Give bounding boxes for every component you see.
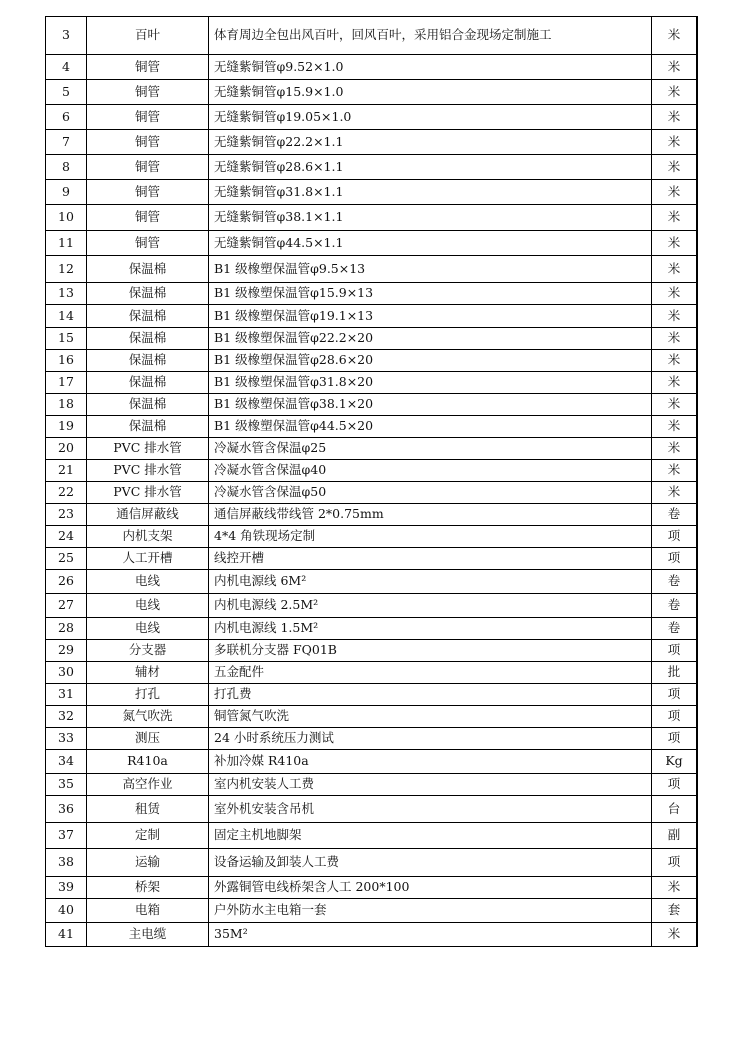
item-description: B1 级橡塑保温管φ19.1×13	[209, 305, 652, 328]
table-row	[46, 460, 698, 482]
item-quantity	[697, 526, 698, 548]
item-quantity	[697, 438, 698, 460]
table-row	[46, 618, 698, 640]
table-row	[46, 482, 698, 504]
item-unit: 项	[652, 526, 697, 548]
item-description: B1 级橡塑保温管φ15.9×13	[209, 283, 652, 305]
item-quantity	[697, 796, 698, 823]
item-name: 电箱	[87, 899, 209, 923]
item-unit: 套	[652, 899, 697, 923]
item-name: 铜管	[87, 155, 209, 180]
item-name: 定制	[87, 823, 209, 849]
item-description: 铜管氮气吹洗	[209, 706, 652, 728]
item-description: 无缝紫铜管φ31.8×1.1	[209, 180, 652, 205]
row-number: 11	[46, 231, 87, 256]
item-description: B1 级橡塑保温管φ28.6×20	[209, 350, 652, 372]
item-description: 固定主机地脚架	[209, 823, 652, 849]
item-unit: 项	[652, 774, 697, 796]
item-unit: 米	[652, 305, 697, 328]
table-row	[46, 728, 698, 750]
item-name: 租赁	[87, 796, 209, 823]
item-description: 室内机安装人工费	[209, 774, 652, 796]
item-unit: 项	[652, 640, 697, 662]
table-row	[46, 180, 698, 205]
item-name: 高空作业	[87, 774, 209, 796]
item-description: 冷凝水管含保温φ50	[209, 482, 652, 504]
item-description: B1 级橡塑保温管φ22.2×20	[209, 328, 652, 350]
item-unit: 米	[652, 460, 697, 482]
item-unit: 项	[652, 728, 697, 750]
item-unit: 批	[652, 662, 697, 684]
item-name: 保温棉	[87, 416, 209, 438]
table-row	[46, 416, 698, 438]
item-name: 保温棉	[87, 256, 209, 283]
item-description: 内机电源线 1.5M²	[209, 618, 652, 640]
table-row	[46, 438, 698, 460]
row-number: 26	[46, 570, 87, 594]
item-description: B1 级橡塑保温管φ38.1×20	[209, 394, 652, 416]
item-description: 多联机分支器 FQ01B	[209, 640, 652, 662]
item-description: 外露铜管电线桥架含人工 200*100	[209, 877, 652, 899]
row-number: 28	[46, 618, 87, 640]
table-row	[46, 155, 698, 180]
table-row	[46, 684, 698, 706]
row-number: 23	[46, 504, 87, 526]
row-number: 36	[46, 796, 87, 823]
table-row	[46, 105, 698, 130]
row-number: 7	[46, 130, 87, 155]
item-description: 冷凝水管含保温φ40	[209, 460, 652, 482]
item-name: 测压	[87, 728, 209, 750]
item-name: 运输	[87, 849, 209, 877]
row-number: 3	[46, 17, 87, 55]
item-description: 补加冷媒 R410a	[209, 750, 652, 774]
item-quantity	[697, 640, 698, 662]
table-body	[46, 17, 698, 947]
item-description: B1 级橡塑保温管φ9.5×13	[209, 256, 652, 283]
table-row	[46, 570, 698, 594]
row-number: 22	[46, 482, 87, 504]
item-name: PVC 排水管	[87, 438, 209, 460]
item-description: 24 小时系统压力测试	[209, 728, 652, 750]
item-description: 五金配件	[209, 662, 652, 684]
item-description: 打孔费	[209, 684, 652, 706]
table-row	[46, 350, 698, 372]
item-quantity	[697, 180, 698, 205]
item-quantity	[697, 849, 698, 877]
row-number: 27	[46, 594, 87, 618]
table-row	[46, 504, 698, 526]
table-row	[46, 372, 698, 394]
item-unit: 米	[652, 328, 697, 350]
table-row	[46, 256, 698, 283]
row-number: 35	[46, 774, 87, 796]
item-name: 铜管	[87, 80, 209, 105]
item-quantity	[697, 256, 698, 283]
item-quantity	[697, 877, 698, 899]
row-number: 34	[46, 750, 87, 774]
item-quantity	[697, 231, 698, 256]
row-number: 29	[46, 640, 87, 662]
item-unit: 米	[652, 80, 697, 105]
item-unit: 米	[652, 350, 697, 372]
item-unit: 米	[652, 416, 697, 438]
item-name: 氮气吹洗	[87, 706, 209, 728]
item-quantity	[697, 774, 698, 796]
row-number: 10	[46, 205, 87, 231]
table-row	[46, 130, 698, 155]
item-unit: 米	[652, 55, 697, 80]
item-unit: 米	[652, 180, 697, 205]
item-name: 保温棉	[87, 372, 209, 394]
item-unit: 米	[652, 130, 697, 155]
item-unit: 米	[652, 256, 697, 283]
row-number: 8	[46, 155, 87, 180]
item-description: 4*4 角铁现场定制	[209, 526, 652, 548]
item-name: 分支器	[87, 640, 209, 662]
item-quantity	[697, 105, 698, 130]
item-quantity	[697, 205, 698, 231]
row-number: 24	[46, 526, 87, 548]
item-quantity	[697, 706, 698, 728]
item-unit: 米	[652, 283, 697, 305]
table-row	[46, 80, 698, 105]
row-number: 14	[46, 305, 87, 328]
item-unit: 米	[652, 372, 697, 394]
item-unit: 卷	[652, 570, 697, 594]
item-unit: Kg	[652, 750, 697, 774]
item-unit: 米	[652, 105, 697, 130]
item-name: 铜管	[87, 205, 209, 231]
row-number: 16	[46, 350, 87, 372]
item-quantity	[697, 482, 698, 504]
table-row	[46, 899, 698, 923]
item-quantity	[697, 618, 698, 640]
item-unit: 项	[652, 684, 697, 706]
table-row	[46, 877, 698, 899]
item-quantity	[697, 823, 698, 849]
item-quantity	[697, 17, 698, 55]
row-number: 13	[46, 283, 87, 305]
table-row	[46, 662, 698, 684]
item-quantity	[697, 662, 698, 684]
item-description: 冷凝水管含保温φ25	[209, 438, 652, 460]
item-quantity	[697, 328, 698, 350]
row-number: 33	[46, 728, 87, 750]
table-row	[46, 923, 698, 947]
row-number: 4	[46, 55, 87, 80]
item-name: 辅材	[87, 662, 209, 684]
item-name: 保温棉	[87, 394, 209, 416]
item-name: 人工开槽	[87, 548, 209, 570]
item-unit: 米	[652, 482, 697, 504]
item-quantity	[697, 594, 698, 618]
item-quantity	[697, 305, 698, 328]
item-name: 铜管	[87, 105, 209, 130]
table-row	[46, 394, 698, 416]
row-number: 17	[46, 372, 87, 394]
row-number: 32	[46, 706, 87, 728]
item-description: 设备运输及卸装人工费	[209, 849, 652, 877]
item-unit: 米	[652, 877, 697, 899]
row-number: 18	[46, 394, 87, 416]
item-unit: 米	[652, 438, 697, 460]
row-number: 31	[46, 684, 87, 706]
item-name: 保温棉	[87, 350, 209, 372]
table-row	[46, 823, 698, 849]
item-description: B1 级橡塑保温管φ44.5×20	[209, 416, 652, 438]
item-quantity	[697, 548, 698, 570]
item-quantity	[697, 55, 698, 80]
item-quantity	[697, 899, 698, 923]
item-unit: 米	[652, 231, 697, 256]
table-row	[46, 55, 698, 80]
item-unit: 项	[652, 548, 697, 570]
item-description: 无缝紫铜管φ44.5×1.1	[209, 231, 652, 256]
item-description: 体育周边全包出风百叶，回风百叶，采用铝合金现场定制施工	[209, 17, 652, 55]
item-quantity	[697, 283, 698, 305]
item-name: 通信屏蔽线	[87, 504, 209, 526]
item-description: 室外机安装含吊机	[209, 796, 652, 823]
item-quantity	[697, 80, 698, 105]
row-number: 6	[46, 105, 87, 130]
item-quantity	[697, 130, 698, 155]
item-name: 保温棉	[87, 283, 209, 305]
item-quantity	[697, 155, 698, 180]
item-name: 电线	[87, 594, 209, 618]
row-number: 9	[46, 180, 87, 205]
item-unit: 台	[652, 796, 697, 823]
item-unit: 米	[652, 923, 697, 947]
table-row	[46, 706, 698, 728]
table-row	[46, 640, 698, 662]
item-name: 打孔	[87, 684, 209, 706]
table-row	[46, 548, 698, 570]
item-quantity	[697, 684, 698, 706]
table-row	[46, 526, 698, 548]
item-name: 电线	[87, 618, 209, 640]
item-description: 无缝紫铜管φ28.6×1.1	[209, 155, 652, 180]
item-description: 无缝紫铜管φ38.1×1.1	[209, 205, 652, 231]
item-description: 35M²	[209, 923, 652, 947]
item-name: 保温棉	[87, 328, 209, 350]
item-unit: 米	[652, 17, 697, 55]
materials-table	[45, 16, 698, 947]
item-quantity	[697, 416, 698, 438]
item-unit: 卷	[652, 594, 697, 618]
item-name: PVC 排水管	[87, 482, 209, 504]
item-unit: 卷	[652, 504, 697, 526]
item-quantity	[697, 728, 698, 750]
item-name: 电线	[87, 570, 209, 594]
table-row	[46, 594, 698, 618]
item-description: B1 级橡塑保温管φ31.8×20	[209, 372, 652, 394]
item-name: 铜管	[87, 55, 209, 80]
table-row	[46, 796, 698, 823]
row-number: 19	[46, 416, 87, 438]
row-number: 30	[46, 662, 87, 684]
item-name: 铜管	[87, 231, 209, 256]
item-description: 无缝紫铜管φ15.9×1.0	[209, 80, 652, 105]
table-row	[46, 774, 698, 796]
row-number: 37	[46, 823, 87, 849]
table-row	[46, 283, 698, 305]
item-name: 内机支架	[87, 526, 209, 548]
row-number: 12	[46, 256, 87, 283]
row-number: 40	[46, 899, 87, 923]
item-unit: 项	[652, 706, 697, 728]
item-description: 通信屏蔽线带线管 2*0.75mm	[209, 504, 652, 526]
item-name: 主电缆	[87, 923, 209, 947]
item-unit: 项	[652, 849, 697, 877]
item-quantity	[697, 750, 698, 774]
item-description: 无缝紫铜管φ22.2×1.1	[209, 130, 652, 155]
item-quantity	[697, 394, 698, 416]
item-name: 铜管	[87, 180, 209, 205]
item-description: 户外防水主电箱一套	[209, 899, 652, 923]
item-name: 保温棉	[87, 305, 209, 328]
item-quantity	[697, 350, 698, 372]
item-description: 线控开槽	[209, 548, 652, 570]
item-unit: 副	[652, 823, 697, 849]
row-number: 38	[46, 849, 87, 877]
item-description: 内机电源线 2.5M²	[209, 594, 652, 618]
table-row	[46, 328, 698, 350]
row-number: 20	[46, 438, 87, 460]
item-name: 铜管	[87, 130, 209, 155]
row-number: 21	[46, 460, 87, 482]
table-row	[46, 17, 698, 55]
table-row	[46, 849, 698, 877]
table-row	[46, 205, 698, 231]
item-quantity	[697, 923, 698, 947]
table-row	[46, 231, 698, 256]
row-number: 15	[46, 328, 87, 350]
item-unit: 卷	[652, 618, 697, 640]
item-name: PVC 排水管	[87, 460, 209, 482]
row-number: 39	[46, 877, 87, 899]
row-number: 5	[46, 80, 87, 105]
item-quantity	[697, 504, 698, 526]
item-quantity	[697, 372, 698, 394]
table-row	[46, 305, 698, 328]
item-unit: 米	[652, 205, 697, 231]
item-description: 内机电源线 6M²	[209, 570, 652, 594]
row-number: 25	[46, 548, 87, 570]
item-unit: 米	[652, 394, 697, 416]
item-unit: 米	[652, 155, 697, 180]
item-name: R410a	[87, 750, 209, 774]
item-description: 无缝紫铜管φ9.52×1.0	[209, 55, 652, 80]
item-quantity	[697, 570, 698, 594]
row-number: 41	[46, 923, 87, 947]
item-name: 桥架	[87, 877, 209, 899]
item-quantity	[697, 460, 698, 482]
item-description: 无缝紫铜管φ19.05×1.0	[209, 105, 652, 130]
table-row	[46, 750, 698, 774]
item-name: 百叶	[87, 17, 209, 55]
